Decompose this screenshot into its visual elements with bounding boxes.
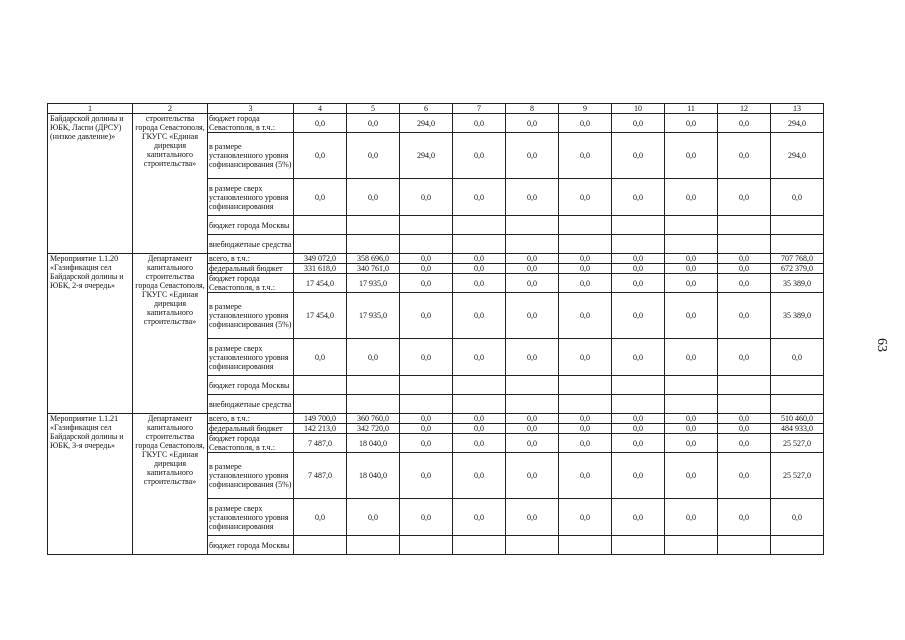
value-cell xyxy=(718,235,771,254)
value-cell: 0,0 xyxy=(453,434,506,453)
value-cell: 0,0 xyxy=(771,339,824,376)
value-cell: 0,0 xyxy=(453,453,506,499)
value-cell: 0,0 xyxy=(559,499,612,536)
value-cell: 0,0 xyxy=(400,179,453,216)
funding-source: в размере установленного уровня софинансирования (5%) xyxy=(208,453,294,499)
value-cell: 0,0 xyxy=(506,293,559,339)
funding-source: в размере установленного уровня софинансирования (5%) xyxy=(208,293,294,339)
value-cell: 0,0 xyxy=(771,179,824,216)
value-cell xyxy=(347,216,400,235)
funding-source: федеральный бюджет xyxy=(208,264,294,274)
value-cell xyxy=(506,376,559,395)
value-cell: 0,0 xyxy=(400,434,453,453)
value-cell xyxy=(612,216,665,235)
value-cell: 0,0 xyxy=(559,274,612,293)
value-cell xyxy=(559,216,612,235)
funding-source: внебюджетные средства xyxy=(208,395,294,414)
value-cell xyxy=(453,376,506,395)
value-cell: 0,0 xyxy=(294,339,347,376)
value-cell: 0,0 xyxy=(453,424,506,434)
value-cell: 0,0 xyxy=(400,254,453,264)
value-cell: 510 460,0 xyxy=(771,414,824,424)
value-cell: 0,0 xyxy=(453,274,506,293)
value-cell: 0,0 xyxy=(665,414,718,424)
value-cell: 0,0 xyxy=(453,339,506,376)
value-cell: 0,0 xyxy=(559,434,612,453)
value-cell: 18 040,0 xyxy=(347,434,400,453)
value-cell: 0,0 xyxy=(718,179,771,216)
value-cell: 17 935,0 xyxy=(347,274,400,293)
value-cell xyxy=(400,395,453,414)
value-cell xyxy=(506,395,559,414)
value-cell: 0,0 xyxy=(347,133,400,179)
value-cell xyxy=(400,235,453,254)
value-cell: 0,0 xyxy=(294,499,347,536)
value-cell xyxy=(612,235,665,254)
value-cell: 0,0 xyxy=(400,274,453,293)
value-cell: 0,0 xyxy=(506,453,559,499)
value-cell: 0,0 xyxy=(559,254,612,264)
value-cell: 0,0 xyxy=(453,499,506,536)
budget-table xyxy=(47,103,824,555)
value-cell: 0,0 xyxy=(559,424,612,434)
value-cell xyxy=(506,235,559,254)
value-cell: 0,0 xyxy=(453,133,506,179)
value-cell: 0,0 xyxy=(559,114,612,133)
value-cell: 0,0 xyxy=(400,414,453,424)
value-cell: 340 761,0 xyxy=(347,264,400,274)
column-header: 8 xyxy=(506,104,559,114)
value-cell xyxy=(400,376,453,395)
column-header: 2 xyxy=(133,104,208,114)
value-cell xyxy=(347,395,400,414)
value-cell: 0,0 xyxy=(665,434,718,453)
value-cell: 0,0 xyxy=(665,264,718,274)
value-cell: 0,0 xyxy=(347,114,400,133)
value-cell: 0,0 xyxy=(718,434,771,453)
value-cell: 360 760,0 xyxy=(347,414,400,424)
funding-source: в размере сверх установленного уровня софинансирования xyxy=(208,339,294,376)
value-cell: 0,0 xyxy=(559,179,612,216)
value-cell: 0,0 xyxy=(400,264,453,274)
value-cell xyxy=(718,216,771,235)
value-cell: 294,0 xyxy=(771,133,824,179)
column-header: 12 xyxy=(718,104,771,114)
value-cell: 0,0 xyxy=(718,254,771,264)
value-cell: 7 487,0 xyxy=(294,434,347,453)
column-header: 11 xyxy=(665,104,718,114)
value-cell xyxy=(400,536,453,555)
value-cell xyxy=(771,376,824,395)
value-cell: 25 527,0 xyxy=(771,434,824,453)
value-cell: 0,0 xyxy=(665,424,718,434)
value-cell: 0,0 xyxy=(718,414,771,424)
measure-name: Мероприятие 1.1.20 «Газификация сел Байдарской долины и ЮБК, 2-я очередь» xyxy=(48,254,133,414)
executor: строительства города Севастополя, ГКУГС «Единая дирекция капитального строительства» xyxy=(133,114,208,254)
value-cell xyxy=(453,536,506,555)
value-cell: 0,0 xyxy=(506,254,559,264)
value-cell: 0,0 xyxy=(347,499,400,536)
value-cell: 0,0 xyxy=(347,179,400,216)
funding-source: в размере сверх установленного уровня софинансирования xyxy=(208,179,294,216)
value-cell: 0,0 xyxy=(506,179,559,216)
value-cell xyxy=(294,216,347,235)
column-header: 6 xyxy=(400,104,453,114)
value-cell xyxy=(718,536,771,555)
value-cell xyxy=(347,235,400,254)
value-cell: 35 389,0 xyxy=(771,293,824,339)
value-cell xyxy=(771,536,824,555)
value-cell: 0,0 xyxy=(665,274,718,293)
value-cell: 142 213,0 xyxy=(294,424,347,434)
value-cell xyxy=(453,395,506,414)
value-cell xyxy=(665,395,718,414)
value-cell: 0,0 xyxy=(612,453,665,499)
value-cell: 0,0 xyxy=(718,114,771,133)
value-cell: 0,0 xyxy=(718,424,771,434)
funding-source: бюджет города Севастополя, в т.ч.: xyxy=(208,274,294,293)
value-cell: 0,0 xyxy=(294,133,347,179)
value-cell: 0,0 xyxy=(506,414,559,424)
value-cell xyxy=(506,536,559,555)
value-cell: 0,0 xyxy=(294,179,347,216)
column-header: 3 xyxy=(208,104,294,114)
value-cell: 0,0 xyxy=(453,254,506,264)
value-cell: 0,0 xyxy=(612,434,665,453)
value-cell: 0,0 xyxy=(506,434,559,453)
funding-source: в размере сверх установленного уровня софинансирования xyxy=(208,499,294,536)
value-cell: 0,0 xyxy=(665,499,718,536)
value-cell xyxy=(771,216,824,235)
column-header: 10 xyxy=(612,104,665,114)
value-cell: 0,0 xyxy=(665,133,718,179)
value-cell xyxy=(559,395,612,414)
column-header: 9 xyxy=(559,104,612,114)
value-cell: 707 768,0 xyxy=(771,254,824,264)
value-cell: 294,0 xyxy=(400,133,453,179)
value-cell xyxy=(665,376,718,395)
column-header: 1 xyxy=(48,104,133,114)
value-cell: 0,0 xyxy=(400,424,453,434)
value-cell: 17 935,0 xyxy=(347,293,400,339)
value-cell: 0,0 xyxy=(559,293,612,339)
header-row xyxy=(48,104,824,114)
value-cell: 17 454,0 xyxy=(294,293,347,339)
value-cell xyxy=(771,235,824,254)
column-header: 4 xyxy=(294,104,347,114)
value-cell xyxy=(347,536,400,555)
value-cell xyxy=(453,235,506,254)
value-cell: 0,0 xyxy=(506,114,559,133)
executor: Департамент капитального строительства города Севастополя, ГКУГС «Единая дирекция капитального строительства» xyxy=(133,254,208,414)
value-cell: 0,0 xyxy=(400,499,453,536)
value-cell: 0,0 xyxy=(506,424,559,434)
column-header: 7 xyxy=(453,104,506,114)
value-cell: 0,0 xyxy=(771,499,824,536)
value-cell: 0,0 xyxy=(506,264,559,274)
value-cell: 0,0 xyxy=(718,453,771,499)
value-cell xyxy=(294,395,347,414)
measure-name: Мероприятие 1.1.21 «Газификация сел Байдарской долины и ЮБК, 3-я очередь» xyxy=(48,414,133,555)
value-cell: 0,0 xyxy=(718,339,771,376)
value-cell xyxy=(559,235,612,254)
value-cell: 0,0 xyxy=(612,114,665,133)
funding-source: бюджет города Москвы xyxy=(208,216,294,235)
measure-name: Байдарской долины и ЮБК, Ласпи (ДРСУ) (низкое давление)» xyxy=(48,114,133,254)
value-cell: 0,0 xyxy=(665,114,718,133)
funding-source: бюджет города Севастополя, в т.ч.: xyxy=(208,434,294,453)
value-cell: 0,0 xyxy=(718,264,771,274)
funding-source: в размере установленного уровня софинансирования (5%) xyxy=(208,133,294,179)
value-cell xyxy=(665,536,718,555)
value-cell: 0,0 xyxy=(400,293,453,339)
value-cell: 0,0 xyxy=(559,339,612,376)
value-cell: 342 720,0 xyxy=(347,424,400,434)
funding-source: федеральный бюджет xyxy=(208,424,294,434)
value-cell: 294,0 xyxy=(771,114,824,133)
value-cell: 0,0 xyxy=(612,133,665,179)
value-cell xyxy=(612,376,665,395)
value-cell: 0,0 xyxy=(612,179,665,216)
executor: Департамент капитального строительства города Севастополя, ГКУГС «Единая дирекция капитального строительства» xyxy=(133,414,208,555)
value-cell: 349 072,0 xyxy=(294,254,347,264)
value-cell xyxy=(294,235,347,254)
value-cell: 0,0 xyxy=(506,339,559,376)
value-cell: 0,0 xyxy=(612,264,665,274)
value-cell: 0,0 xyxy=(559,414,612,424)
funding-source: всего, в т.ч.: xyxy=(208,414,294,424)
value-cell: 294,0 xyxy=(400,114,453,133)
value-cell: 0,0 xyxy=(559,453,612,499)
value-cell xyxy=(506,216,559,235)
value-cell: 0,0 xyxy=(347,339,400,376)
value-cell: 18 040,0 xyxy=(347,453,400,499)
value-cell xyxy=(665,216,718,235)
value-cell: 0,0 xyxy=(506,499,559,536)
value-cell: 0,0 xyxy=(612,339,665,376)
table-row xyxy=(48,114,824,133)
funding-source: бюджет города Москвы xyxy=(208,376,294,395)
value-cell: 0,0 xyxy=(453,264,506,274)
value-cell: 0,0 xyxy=(612,424,665,434)
value-cell: 0,0 xyxy=(718,133,771,179)
value-cell: 0,0 xyxy=(400,453,453,499)
value-cell xyxy=(771,395,824,414)
value-cell xyxy=(453,216,506,235)
value-cell: 484 933,0 xyxy=(771,424,824,434)
value-cell: 0,0 xyxy=(612,254,665,264)
value-cell: 358 696,0 xyxy=(347,254,400,264)
table-row xyxy=(48,414,824,424)
value-cell: 0,0 xyxy=(665,293,718,339)
value-cell: 672 379,0 xyxy=(771,264,824,274)
value-cell: 0,0 xyxy=(559,264,612,274)
value-cell: 0,0 xyxy=(453,414,506,424)
value-cell: 149 700,0 xyxy=(294,414,347,424)
funding-source: внебюджетные средства xyxy=(208,235,294,254)
value-cell xyxy=(559,376,612,395)
value-cell xyxy=(559,536,612,555)
value-cell: 0,0 xyxy=(718,293,771,339)
value-cell: 0,0 xyxy=(665,179,718,216)
value-cell: 0,0 xyxy=(718,274,771,293)
value-cell: 0,0 xyxy=(612,293,665,339)
value-cell xyxy=(665,235,718,254)
value-cell: 0,0 xyxy=(612,414,665,424)
value-cell: 17 454,0 xyxy=(294,274,347,293)
value-cell: 7 487,0 xyxy=(294,453,347,499)
value-cell: 0,0 xyxy=(294,114,347,133)
value-cell xyxy=(294,376,347,395)
value-cell: 0,0 xyxy=(453,179,506,216)
value-cell: 0,0 xyxy=(718,499,771,536)
column-header: 5 xyxy=(347,104,400,114)
value-cell: 0,0 xyxy=(506,133,559,179)
table-row xyxy=(48,254,824,264)
value-cell xyxy=(718,376,771,395)
value-cell xyxy=(612,536,665,555)
funding-source: бюджет города Севастополя, в т.ч.: xyxy=(208,114,294,133)
value-cell: 0,0 xyxy=(453,293,506,339)
value-cell: 0,0 xyxy=(665,453,718,499)
value-cell xyxy=(347,376,400,395)
column-header: 13 xyxy=(771,104,824,114)
value-cell: 0,0 xyxy=(559,133,612,179)
value-cell: 0,0 xyxy=(400,339,453,376)
value-cell xyxy=(294,536,347,555)
value-cell: 35 389,0 xyxy=(771,274,824,293)
value-cell: 0,0 xyxy=(665,339,718,376)
value-cell: 331 618,0 xyxy=(294,264,347,274)
funding-source: бюджет города Москвы xyxy=(208,536,294,555)
funding-source: всего, в т.ч.: xyxy=(208,254,294,264)
value-cell: 25 527,0 xyxy=(771,453,824,499)
value-cell xyxy=(718,395,771,414)
value-cell: 0,0 xyxy=(612,499,665,536)
value-cell xyxy=(400,216,453,235)
value-cell: 0,0 xyxy=(612,274,665,293)
value-cell: 0,0 xyxy=(453,114,506,133)
page-number: 63 xyxy=(874,338,889,352)
value-cell xyxy=(612,395,665,414)
value-cell: 0,0 xyxy=(506,274,559,293)
value-cell: 0,0 xyxy=(665,254,718,264)
